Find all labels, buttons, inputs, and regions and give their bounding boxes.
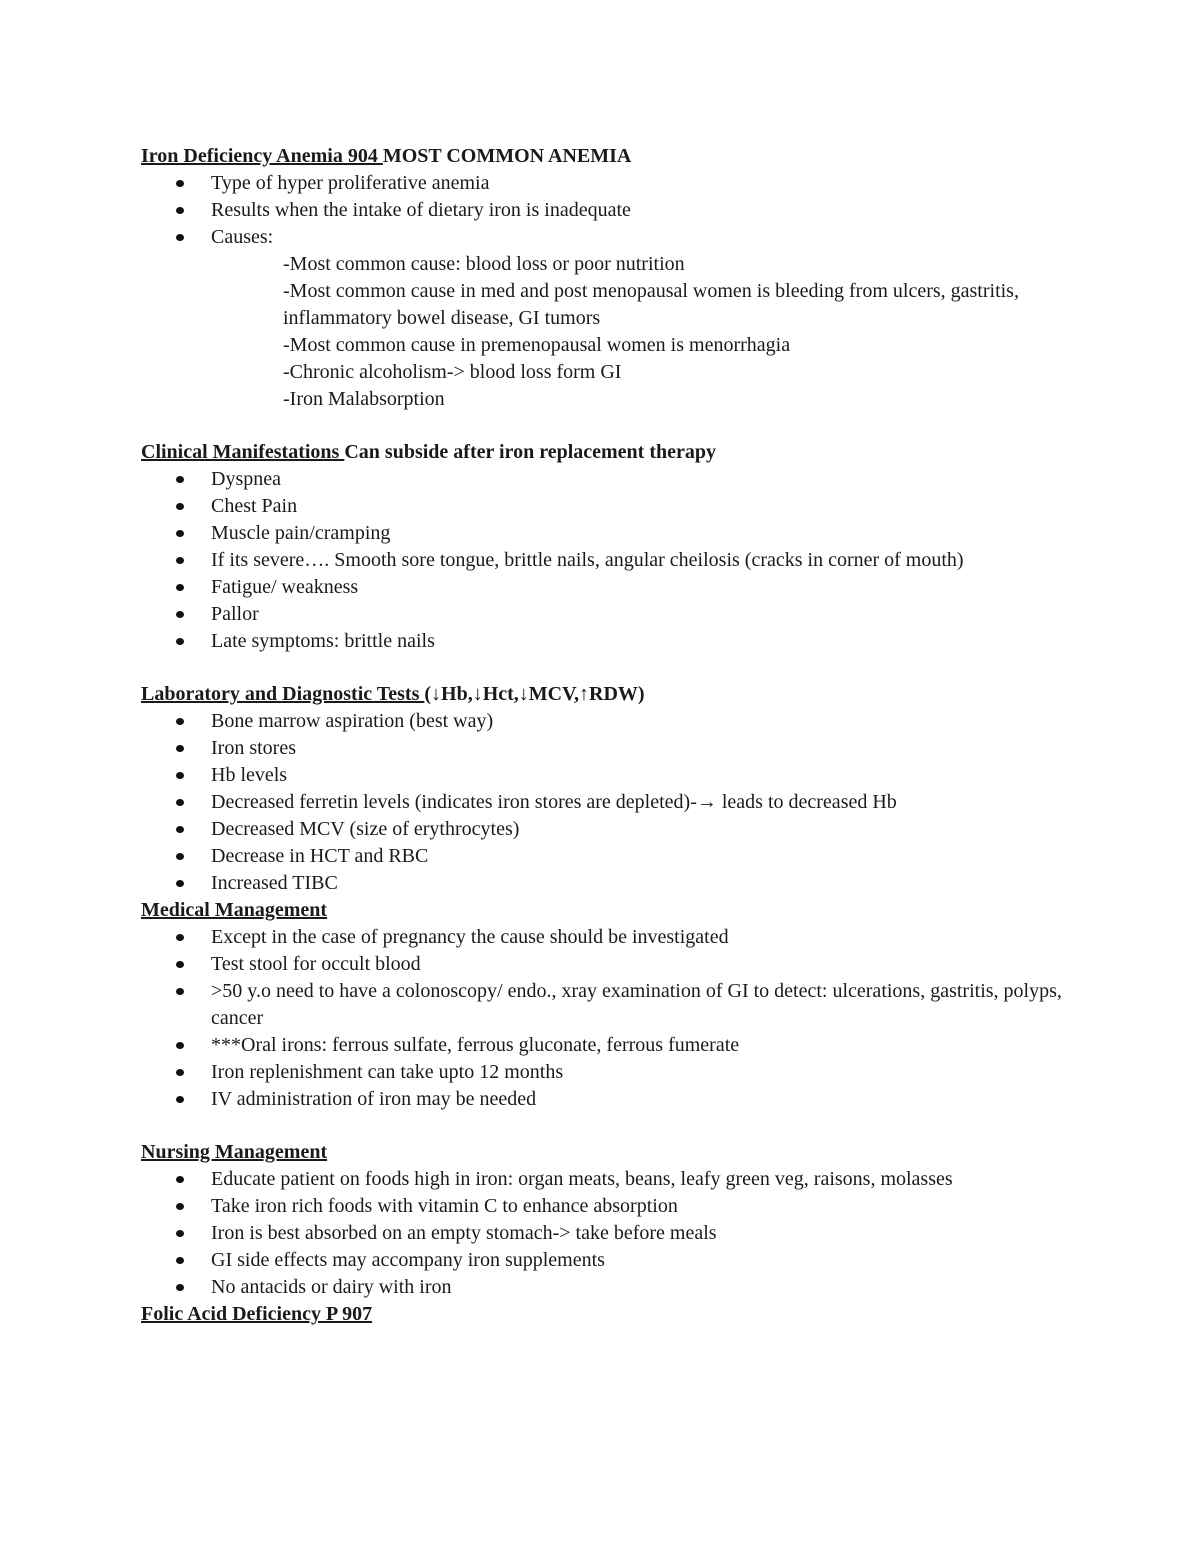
list-item-text: Fatigue/ weakness [211, 576, 359, 598]
bullet-list [141, 466, 1071, 655]
bullet-icon [176, 1176, 184, 1183]
section-heading [141, 897, 1071, 924]
bullet-icon [176, 476, 184, 483]
heading-title: Nursing Management [141, 1141, 328, 1163]
bullet-icon [176, 530, 184, 537]
section-clinical-manifestations [141, 439, 1071, 655]
bullet-icon [176, 584, 184, 591]
section-heading [141, 681, 1071, 708]
list-item-text: If its severe…. Smooth sore tongue, brittle nails, angular cheilosis (cracks in corner of mouth) [211, 549, 964, 571]
bullet-icon [176, 1096, 184, 1103]
list-item-text: GI side effects may accompany iron supplements [211, 1249, 605, 1271]
list-item [141, 762, 1071, 789]
list-item [141, 735, 1071, 762]
list-item-text: Dyspnea [211, 468, 281, 490]
sub-item: -Most common cause in med and post menopausal women is bleeding from ulcers, gastritis, inflammatory bowel disease, GI tumors [283, 280, 1019, 329]
list-item-text: Results when the intake of dietary iron is inadequate [211, 199, 631, 221]
list-item [141, 493, 1071, 520]
list-item-text: Iron is best absorbed on an empty stomach-> take before meals [211, 1222, 717, 1244]
list-item-text: Muscle pain/cramping [211, 522, 391, 544]
list-item [141, 978, 1071, 1032]
blank-line [141, 1113, 1071, 1139]
list-item-text: Test stool for occult blood [211, 953, 421, 975]
heading-title: Iron Deficiency Anemia 904 [141, 145, 383, 167]
heading-note: Can subside after iron replacement therapy [344, 441, 716, 463]
bullet-icon [176, 961, 184, 968]
heading-title: Medical Management [141, 899, 328, 921]
bullet-list [141, 708, 1071, 897]
list-item [141, 520, 1071, 547]
list-item [141, 843, 1071, 870]
sub-item: -Most common cause: blood loss or poor nutrition [283, 253, 685, 275]
list-item [141, 466, 1071, 493]
section-heading [141, 143, 1071, 170]
bullet-icon [176, 611, 184, 618]
bullet-icon [176, 1203, 184, 1210]
list-item-text: Iron stores [211, 737, 296, 759]
bullet-icon [176, 772, 184, 779]
bullet-list [141, 170, 1071, 251]
bullet-icon [176, 853, 184, 860]
bullet-icon [176, 1284, 184, 1291]
list-item [141, 170, 1071, 197]
list-item [141, 1274, 1071, 1301]
list-item [141, 547, 1071, 574]
bullet-list [141, 924, 1071, 1113]
heading-title: Clinical Manifestations [141, 441, 345, 463]
bullet-icon [176, 826, 184, 833]
section-lab-tests [141, 681, 1071, 897]
section-heading [141, 439, 1071, 466]
bullet-icon [176, 880, 184, 887]
list-item [141, 789, 1071, 816]
list-item-text: Causes: [211, 226, 274, 248]
list-item-text: No antacids or dairy with iron [211, 1276, 452, 1298]
list-item [141, 601, 1071, 628]
bullet-icon [176, 234, 184, 241]
list-item [141, 924, 1071, 951]
bullet-icon [176, 503, 184, 510]
list-item [141, 1220, 1071, 1247]
bullet-icon [176, 799, 184, 806]
heading-note: MOST COMMON ANEMIA [382, 145, 632, 167]
document-page [141, 143, 1071, 1328]
list-item-text: Chest Pain [211, 495, 298, 517]
bullet-icon [176, 1069, 184, 1076]
bullet-icon [176, 180, 184, 187]
bullet-icon [176, 1257, 184, 1264]
list-item [141, 1032, 1071, 1059]
blank-line [141, 655, 1071, 681]
list-item [141, 1166, 1071, 1193]
list-item [141, 870, 1071, 897]
list-item [141, 1059, 1071, 1086]
list-item-text: Hb levels [211, 764, 288, 786]
bullet-icon [176, 934, 184, 941]
section-iron-deficiency [141, 143, 1071, 413]
bullet-list [141, 1166, 1071, 1301]
bullet-icon [176, 1042, 184, 1049]
section-nursing-management [141, 1139, 1071, 1301]
list-item [141, 197, 1071, 224]
sub-item: -Iron Malabsorption [283, 388, 445, 410]
bullet-icon [176, 745, 184, 752]
list-item-text: Increased TIBC [211, 872, 338, 894]
bullet-icon [176, 638, 184, 645]
list-item [141, 1247, 1071, 1274]
list-item [141, 224, 1071, 251]
bullet-icon [176, 1230, 184, 1237]
section-heading [141, 1301, 1071, 1328]
list-item [141, 951, 1071, 978]
list-item-text: Educate patient on foods high in iron: organ meats, beans, leafy green veg, raisons, molasses [211, 1168, 953, 1190]
section-medical-management [141, 897, 1071, 1113]
bullet-icon [176, 557, 184, 564]
section-heading [141, 1139, 1071, 1166]
list-item [141, 1193, 1071, 1220]
list-item [141, 708, 1071, 735]
list-item [141, 816, 1071, 843]
list-item-text: >50 y.o need to have a colonoscopy/ endo., xray examination of GI to detect: ulcerations, gastritis, polyps, cancer [211, 980, 1062, 1029]
list-item-text: Decrease in HCT and RBC [211, 845, 429, 867]
heading-title: Folic Acid Deficiency P 907 [141, 1303, 373, 1325]
section-folic-acid [141, 1301, 1071, 1328]
list-item-text: Iron replenishment can take upto 12 months [211, 1061, 564, 1083]
list-item-text: ***Oral irons: ferrous sulfate, ferrous gluconate, ferrous fumerate [211, 1034, 740, 1056]
list-item-text: Pallor [211, 603, 259, 625]
sub-item: -Most common cause in premenopausal women is menorrhagia [283, 334, 791, 356]
bullet-icon [176, 988, 184, 995]
heading-title: Laboratory and Diagnostic Tests [141, 683, 425, 705]
list-item-text: Decreased ferretin levels (indicates iron stores are depleted)-→ leads to decreased Hb [211, 791, 897, 813]
bullet-icon [176, 207, 184, 214]
sub-item: -Chronic alcoholism-> blood loss form GI [283, 361, 622, 383]
list-item-text: Late symptoms: brittle nails [211, 630, 435, 652]
blank-line [141, 413, 1071, 439]
list-item-text: Type of hyper proliferative anemia [211, 172, 490, 194]
list-item-text: IV administration of iron may be needed [211, 1088, 537, 1110]
list-item-text: Take iron rich foods with vitamin C to enhance absorption [211, 1195, 678, 1217]
list-item-text: Bone marrow aspiration (best way) [211, 710, 494, 732]
bullet-icon [176, 718, 184, 725]
list-item-text: Except in the case of pregnancy the cause should be investigated [211, 926, 729, 948]
list-item-text: Decreased MCV (size of erythrocytes) [211, 818, 520, 840]
list-item [141, 628, 1071, 655]
list-item [141, 1086, 1071, 1113]
list-item [141, 574, 1071, 601]
heading-note: (↓Hb,↓Hct,↓MCV,↑RDW) [424, 683, 645, 705]
